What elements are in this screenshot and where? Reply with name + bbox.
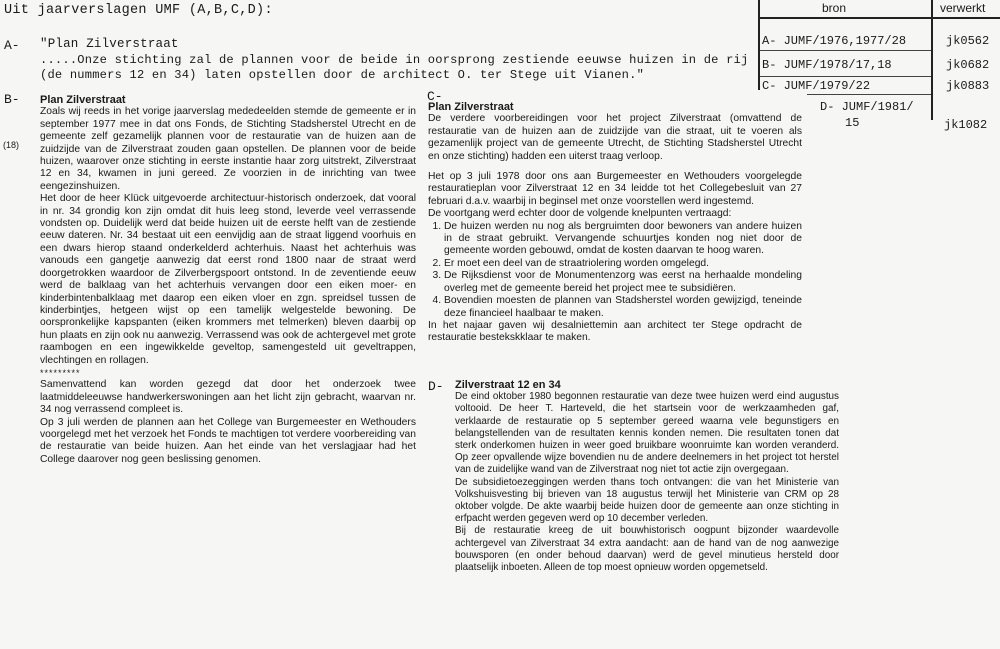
section-b-p3: Samenvattend kan worden gezegd dat door het onderzoek twee laatmiddeleeuwse handwerkerswoningen aan het licht zijn gebracht, waarvan nr. 34 nog verrassend compleet is.: [40, 379, 416, 416]
section-d-p2: De subsidietoezeggingen werden thans toch ontvangen: die van het Ministerie van Volkshuisvesting bij brieven van 18 augustus terwijl het Ministerie van CRM op 28 oktober volgde. De akte waarbij beide huizen door de gemeente aan onze stichting in erfpacht werden gegeven werd op 10 december verleden.: [455, 476, 839, 525]
section-c-letter: C-: [427, 89, 443, 104]
section-c-p2: Het op 3 juli 1978 door ons aan Burgemeester en Wethouders voorgelegde restauratieplan voor Zilverstraat 12 en 34 leidde tot het Collegebesluit van 27 februari d.a.v. waarbij in beginsel met onze voorstellen werd ingestemd.: [428, 171, 802, 207]
section-b-letter: B-: [4, 92, 20, 107]
table-row-c-verwerkt: jk0883: [946, 79, 990, 93]
section-b-p4: Op 3 juli werden de plannen aan het College van Burgemeester en Wethouders voorgelegd met het verzoek het Fonds te machtigen tot verdere voorbereiding van de restauratie van beide huizen. Aan het einde van het verslagjaar had het College daarover nog geen beslissing genomen.: [40, 416, 416, 465]
section-a-title: "Plan Zilverstraat: [40, 37, 179, 51]
section-a-letter: A-: [4, 38, 20, 53]
table-row-d-verwerkt: jk1082: [944, 118, 988, 132]
table-row-b-verwerkt: jk0682: [946, 58, 990, 72]
section-c-p1: De verdere voorbereidingen voor het project Zilverstraat (omvattend de restauratie van de huizen aan de zuidzijde van die straat, uit te voeren als gezamenlijk project van de gemeente Utrecht, de Stichting Stadsherstel Utrecht en onze stichting) hadden een uiterst traag verloop.: [428, 113, 802, 162]
section-b-margin-note: (18): [3, 140, 20, 150]
list-item: 4. Bovendien moesten de plannen van Stadsherstel worden gewijzigd, teneinde deze financieel haalbaar te maken.: [444, 295, 802, 320]
table-divider: [931, 0, 933, 120]
section-c-p3: De voortgang werd echter door de volgende knelpunten vertraagd:: [428, 208, 732, 220]
table-row-a-bron: A- JUMF/1976,1977/28: [762, 34, 907, 48]
list-item: 2. Er moet een deel van de straatriolering worden omgelegd.: [444, 258, 802, 270]
section-b-p2: Het door de heer Klück uitgevoerde architectuur-historisch onderzoek, dat vooral in nr. 34 grondig kon zijn omdat dit huis leeg stond, leverde veel verrassende vondsten op. Duidelijk werd dat beide huizen uit de eerste helft van de zestiende eeuw dateren. Nr. 34 bestaat uit een eenvijdig aan de straat liggend voorhuis en een dwars hierop staand onderkelderd achterhuis. Naast het achterhuis was vanouds een gangetje aanwezig dat eerst rond 1800 naar de straat werd doorgetrokken waardoor de Zilverbergspoort ontstond. In de zeventiende eeuw werd de balklaag van het achterhuis vervangen door een eiken moer- en kinderbintenbalklaag met daarop een eiken vloer en zgn. spreidsel tussen de kinderbintjes, hetgeen wijst op een tamelijk welgestelde bewoning. De oorspronkelijke kapspanten (eiken krommers met telmerken) bleven daarbij op hun plaats en zijn ook nu aanwezig. Verrassend was ook de achtergevel met grote raambogen en een ingewikkelde geveltop, samengesteld uit geveltrappen, vlechtingen en rollagen.: [40, 193, 416, 366]
section-c-p4: In het najaar gaven wij desalniettemin aan architect ter Stege opdracht de restauratie bestekskklaar te maken.: [428, 319, 802, 344]
table-row-d-bron: D- JUMF/1981/: [820, 100, 914, 114]
row-line: [807, 94, 931, 95]
header-bron: bron: [822, 1, 847, 15]
source-table: [758, 0, 1000, 93]
section-b-title: Plan Zilverstraat: [40, 94, 126, 106]
header-verwerkt: verwerkt: [940, 1, 986, 15]
section-a-line1: .....Onze stichting zal de plannen voor de beide in oorsprong zestiende eeuwse huizen in de rij: [40, 53, 749, 67]
table-row-a-verwerkt: jk0562: [946, 34, 990, 48]
section-c-list: [428, 221, 802, 320]
section-d-title: Zilverstraat 12 en 34: [455, 379, 561, 391]
list-item: 1. De huizen werden nu nog als bergruimten door bewoners van andere huizen in de straat gebruikt. Vervangende schuurtjes konden nog niet door de gemeente worden gebouwd, omdat de kosten daarvan te hoog waren.: [444, 221, 802, 258]
section-d-letter: D-: [428, 379, 444, 394]
table-row-c-bron: C- JUMF/1979/22: [762, 79, 871, 93]
table-row-b-bron: B- JUMF/1978/17,18: [762, 58, 892, 72]
page-heading: Uit jaarverslagen UMF (A,B,C,D):: [4, 3, 273, 18]
section-b-stars: *********: [40, 367, 81, 378]
section-d-text: [455, 379, 839, 574]
table-header: [760, 0, 1000, 19]
row-line: [760, 50, 931, 51]
section-c-text: [428, 101, 802, 345]
list-item: 3. De Rijksdienst voor de Monumentenzorg was eerst na herhaalde mondeling overleg met de gemeente bereid het project mee te subsidiëren.: [444, 270, 802, 295]
section-b-text: [40, 94, 416, 466]
row-line: [760, 76, 931, 77]
section-a-line2: (de nummers 12 en 34) laten opstellen door de architect O. ter Stege uit Vianen.": [40, 68, 645, 82]
section-d-p1: De eind oktober 1980 begonnen restauratie van deze twee huizen werd eind augustus voltooid. De heer T. Harteveld, die het startsein voor de werkzaamheden gaf, verklaarde de restauratie op 5 september gereed waarna vele begunstigers en belangstellenden van de resultaten kennis konden nemen. Die resultaten tonen dat sterk onderkomen huizen in weer goed bruikbare woonruimte kan worden veranderd. Op zeer opvallende wijze bovendien nu de andere deelnemers in het project tot herstel van de zuidelijke wand van de Zilverstraat nog niet tot actie zijn overgegaan.: [455, 391, 839, 476]
table-row-d-bron-cont: 15: [845, 116, 860, 130]
section-c-title: Plan Zilverstraat: [428, 101, 514, 113]
section-b-p1: Zoals wij reeds in het vorige jaarverslag mededeelden stemde de gemeente er in september 1977 mee in dat ons Fonds, de Stichting Stadsherstel Utrecht en de gemeente zelf gezamelijk plannen voor de restauratie van de huizen aan de zuidzijde van de Zilverstraat zouden gaan opstellen. De plannen voor de beide huizen, waarover onze stichting in eerste instantie haar zorg uitstrekt, Zilverstraat 12 en 34, kwamen in juni gereed. Ze voorzien in de inrichting van twee eengezinshuizen.: [40, 106, 416, 192]
section-d-p3: Bij de restauratie kreeg de uit bouwhistorisch oogpunt bijzonder waardevolle achtergevel van Zilverstraat 34 extra aandacht: aan de hand van de nog aanwezige bouwsporen (en onder behoud daarvan) werd de gevel minutieus hersteld door plaatselijk inboeten. Alleen de top moest opnieuw worden opgemetseld.: [455, 525, 839, 574]
